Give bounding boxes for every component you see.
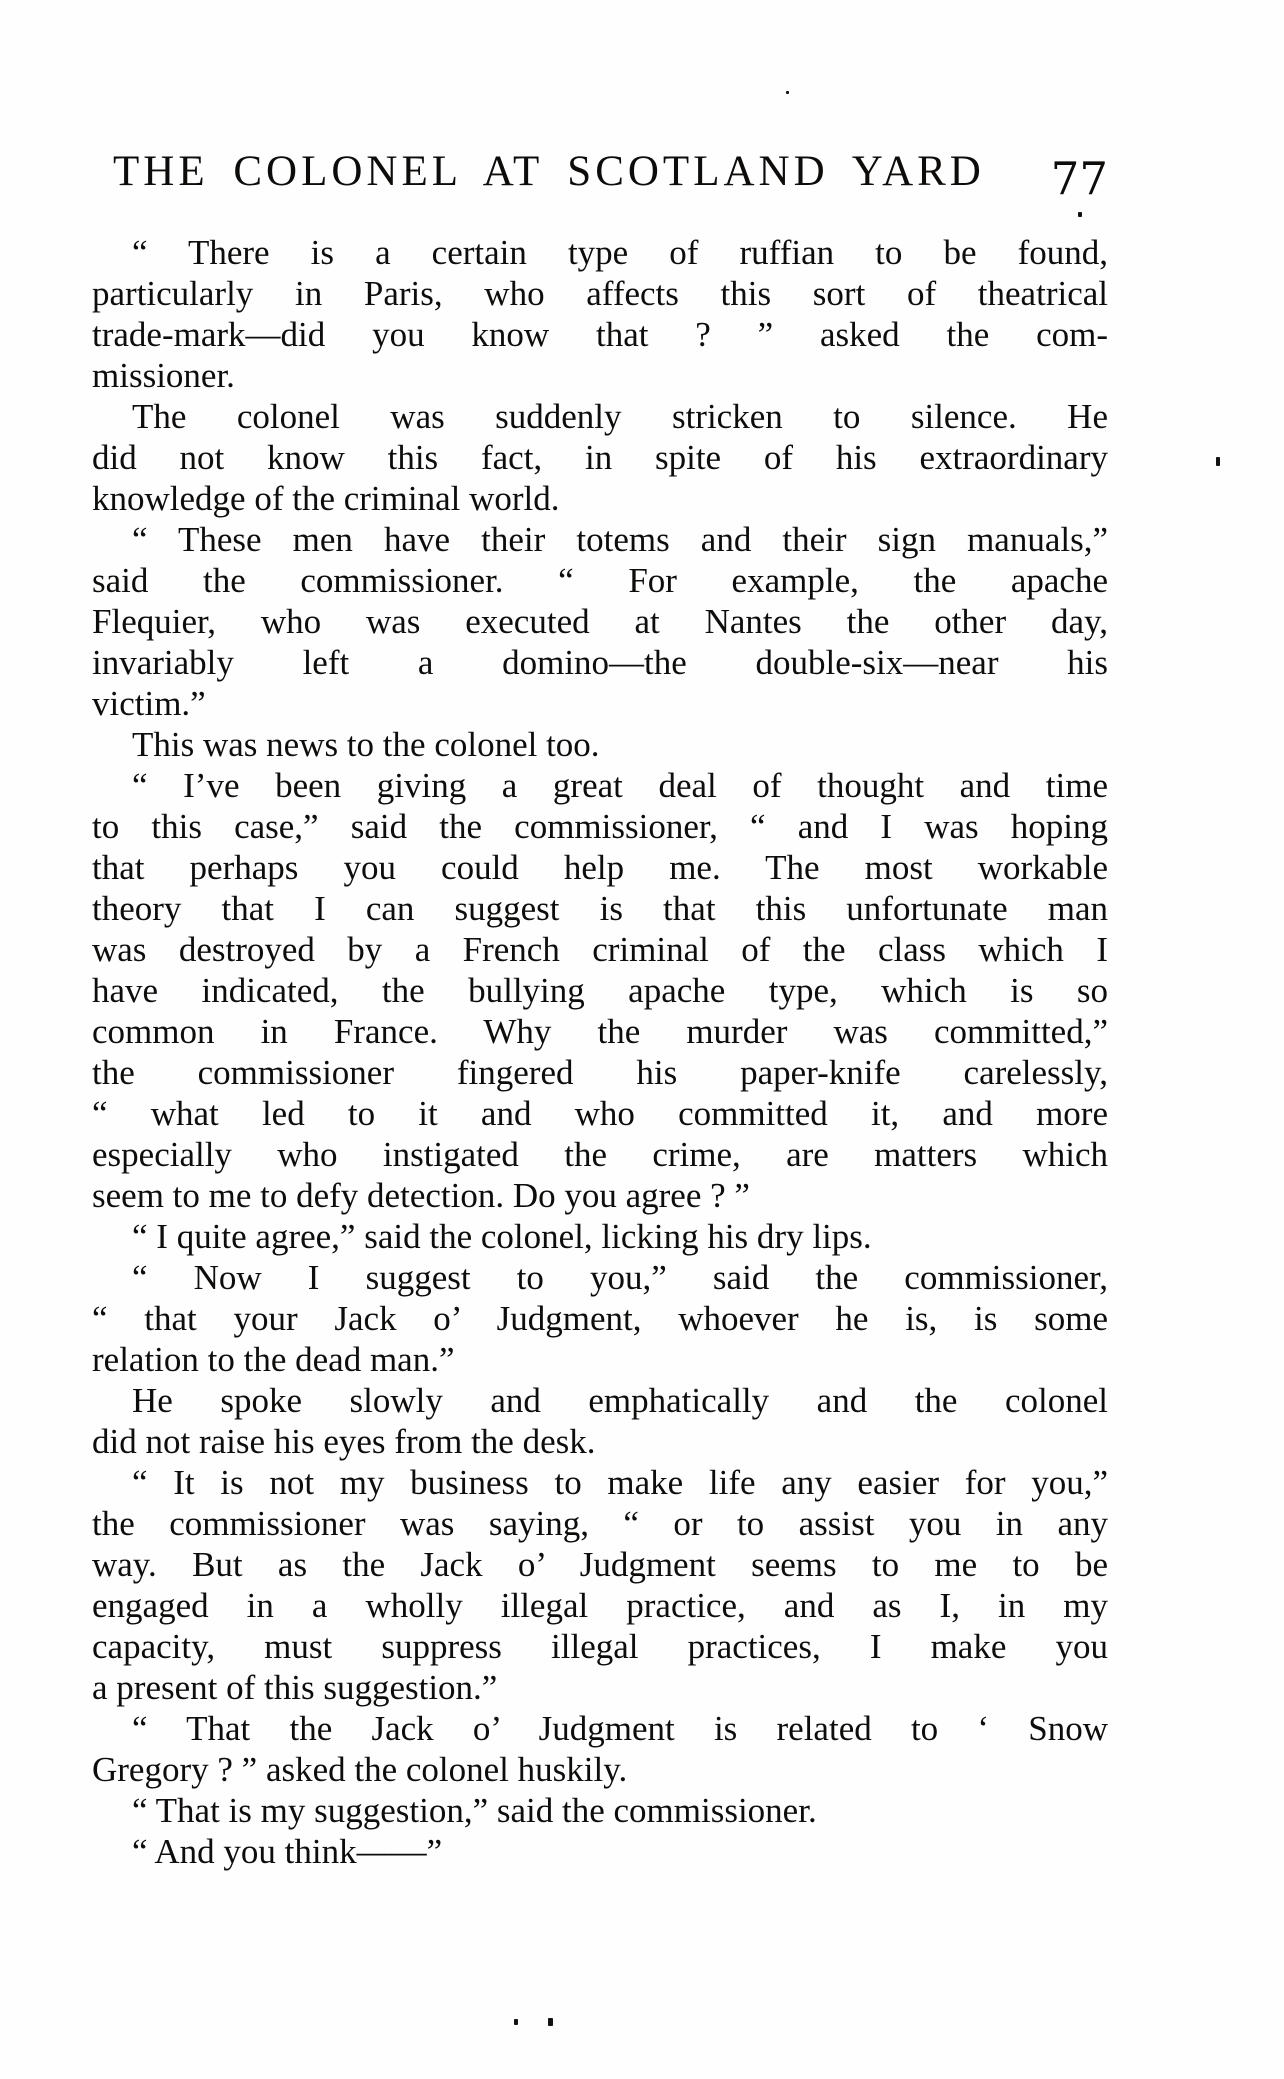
text-line: did not raise his eyes from the desk. <box>92 1422 596 1461</box>
text-line: knowledge of the criminal world. <box>92 479 560 518</box>
scan-speck <box>1078 212 1082 217</box>
text-line: common in France. Why the murder was committed,” <box>92 1012 1108 1051</box>
page-number: 77 <box>1050 152 1108 205</box>
scan-speck <box>786 91 789 94</box>
text-line: trade-mark—did you know that ? ” asked the com- <box>92 315 1108 354</box>
text-line: Flequier, who was executed at Nantes the other day, <box>92 602 1108 641</box>
text-line: The colonel was suddenly stricken to silence. He <box>132 397 1108 436</box>
page-header <box>92 148 1108 204</box>
text-line: that perhaps you could help me. The most workable <box>92 848 1108 887</box>
body-text <box>92 232 1108 1872</box>
text-line: He spoke slowly and emphatically and the colonel <box>132 1381 1108 1420</box>
running-title: THE COLONEL AT SCOTLAND YARD <box>113 148 985 195</box>
text-line: missioner. <box>92 356 235 395</box>
scan-speck <box>548 2018 553 2026</box>
text-line: “ It is not my business to make life any easier for you,” <box>132 1463 1108 1502</box>
text-line: “ I’ve been giving a great deal of thought and time <box>132 766 1108 805</box>
text-line: victim.” <box>92 684 206 723</box>
text-line: invariably left a domino—the double-six—near his <box>92 643 1108 682</box>
text-line: capacity, must suppress illegal practices, I make you <box>92 1627 1108 1666</box>
text-line: This was news to the colonel too. <box>132 725 600 764</box>
text-line: a present of this suggestion.” <box>92 1668 498 1707</box>
text-line: “ That the Jack o’ Judgment is related to ‘ Snow <box>132 1709 1108 1748</box>
text-line: “ These men have their totems and their sign manuals,” <box>132 520 1108 559</box>
text-line: to this case,” said the commissioner, “ and I was hoping <box>92 807 1108 846</box>
text-line: especially who instigated the crime, are matters which <box>92 1135 1108 1174</box>
text-line: Gregory ? ” asked the colonel huskily. <box>92 1750 628 1789</box>
text-line: theory that I can suggest is that this unfortunate man <box>92 889 1108 928</box>
text-line: “ There is a certain type of ruffian to be found, <box>132 233 1108 272</box>
text-line: seem to me to defy detection. Do you agree ? ” <box>92 1176 750 1215</box>
text-block <box>92 148 1108 1871</box>
text-line: engaged in a wholly illegal practice, and as I, in my <box>92 1586 1108 1625</box>
text-line: “ That is my suggestion,” said the commissioner. <box>132 1791 817 1830</box>
text-line: the commissioner fingered his paper-knife carelessly, <box>92 1053 1108 1092</box>
text-line: did not know this fact, in spite of his extraordinary <box>92 438 1108 477</box>
text-line: the commissioner was saying, “ or to assist you in any <box>92 1504 1108 1543</box>
text-line: way. But as the Jack o’ Judgment seems to me to be <box>92 1545 1108 1584</box>
text-line: particularly in Paris, who affects this sort of theatrical <box>92 274 1108 313</box>
text-line: said the commissioner. “ For example, the apache <box>92 561 1108 600</box>
text-line: “ And you think——” <box>132 1832 443 1871</box>
text-line: “ Now I suggest to you,” said the commissioner, <box>132 1258 1108 1297</box>
text-line: was destroyed by a French criminal of the class which I <box>92 930 1108 969</box>
text-line: “ that your Jack o’ Judgment, whoever he is, is some <box>92 1299 1108 1338</box>
text-line: “ what led to it and who committed it, and more <box>92 1094 1108 1133</box>
text-line: “ I quite agree,” said the colonel, licking his dry lips. <box>132 1217 872 1256</box>
text-line: have indicated, the bullying apache type, which is so <box>92 971 1108 1010</box>
scan-speck <box>514 2019 518 2025</box>
text-line: relation to the dead man.” <box>92 1340 455 1379</box>
scan-speck <box>1216 457 1220 466</box>
